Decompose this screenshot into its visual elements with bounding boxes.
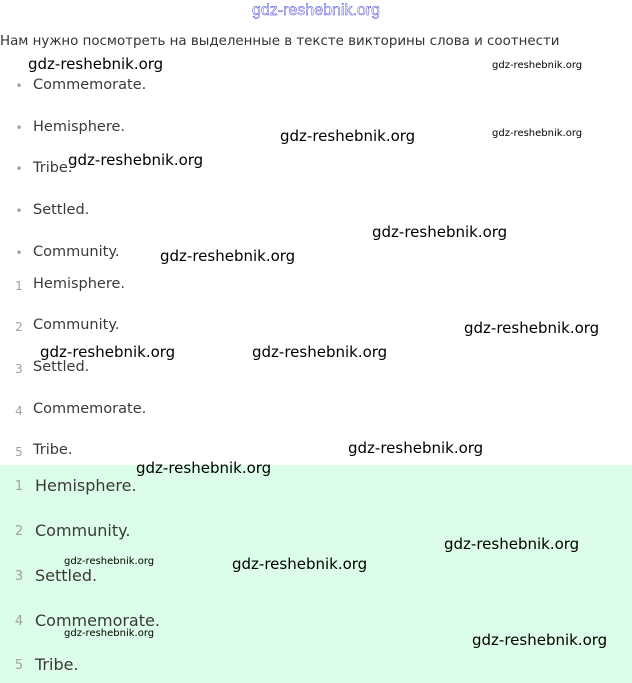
watermark: gdz-reshebnik.org [372, 223, 508, 241]
answer-word: Community. [35, 521, 131, 540]
answer-number: 3 [14, 569, 24, 584]
bullet-marker: • [15, 79, 23, 93]
watermark: gdz-reshebnik.org [472, 631, 608, 649]
watermark: gdz-reshebnik.org [136, 459, 272, 477]
item-number: 4 [15, 404, 23, 418]
bullet-word: Settled. [33, 202, 90, 218]
bullet-word: Community. [33, 244, 120, 260]
bullet-marker: • [15, 162, 23, 176]
item-number: 1 [15, 279, 23, 293]
watermark: gdz-reshebnik.org [232, 555, 368, 573]
answer-number: 2 [14, 524, 24, 539]
answer-word: Settled. [35, 566, 98, 585]
watermark: gdz-reshebnik.org [492, 60, 583, 71]
watermark: gdz-reshebnik.org [348, 439, 484, 457]
bullet-marker: • [15, 121, 23, 135]
watermark: gdz-reshebnik.org [40, 343, 176, 361]
bullet-word: Hemisphere. [33, 119, 126, 135]
site-link[interactable]: gdz-reshebnik.org [251, 2, 381, 19]
item-word: Community. [33, 317, 120, 333]
watermark: gdz-reshebnik.org [252, 343, 388, 361]
answer-word: Commemorate. [35, 611, 160, 630]
item-word: Hemisphere. [33, 276, 126, 292]
answer-number: 5 [14, 658, 24, 673]
bullet-word: Tribe. [33, 160, 73, 176]
item-number: 3 [15, 362, 23, 376]
item-word: Settled. [33, 359, 90, 375]
bullet-marker: • [15, 204, 23, 218]
item-word: Tribe. [33, 442, 73, 458]
watermark: gdz-reshebnik.org [464, 319, 600, 337]
watermark: gdz-reshebnik.org [64, 628, 155, 639]
answer-number: 1 [14, 479, 24, 494]
item-number: 2 [15, 320, 23, 334]
bullet-word: Commemorate. [33, 77, 147, 93]
answer-word: Hemisphere. [35, 476, 137, 495]
answer-number: 4 [14, 614, 24, 629]
watermark: gdz-reshebnik.org [492, 128, 583, 139]
watermark: gdz-reshebnik.org [280, 127, 416, 145]
item-word: Commemorate. [33, 401, 147, 417]
watermark: gdz-reshebnik.org [68, 151, 204, 169]
question-text: Нам нужно посмотреть на выделенные в тексте викторины слова и соотнести [0, 34, 560, 49]
bullet-marker: • [15, 246, 23, 260]
watermark: gdz-reshebnik.org [160, 247, 296, 265]
watermark: gdz-reshebnik.org [28, 55, 164, 73]
watermark: gdz-reshebnik.org [64, 556, 155, 567]
item-number: 5 [15, 445, 23, 459]
answer-word: Tribe. [35, 655, 79, 674]
watermark: gdz-reshebnik.org [444, 535, 580, 553]
